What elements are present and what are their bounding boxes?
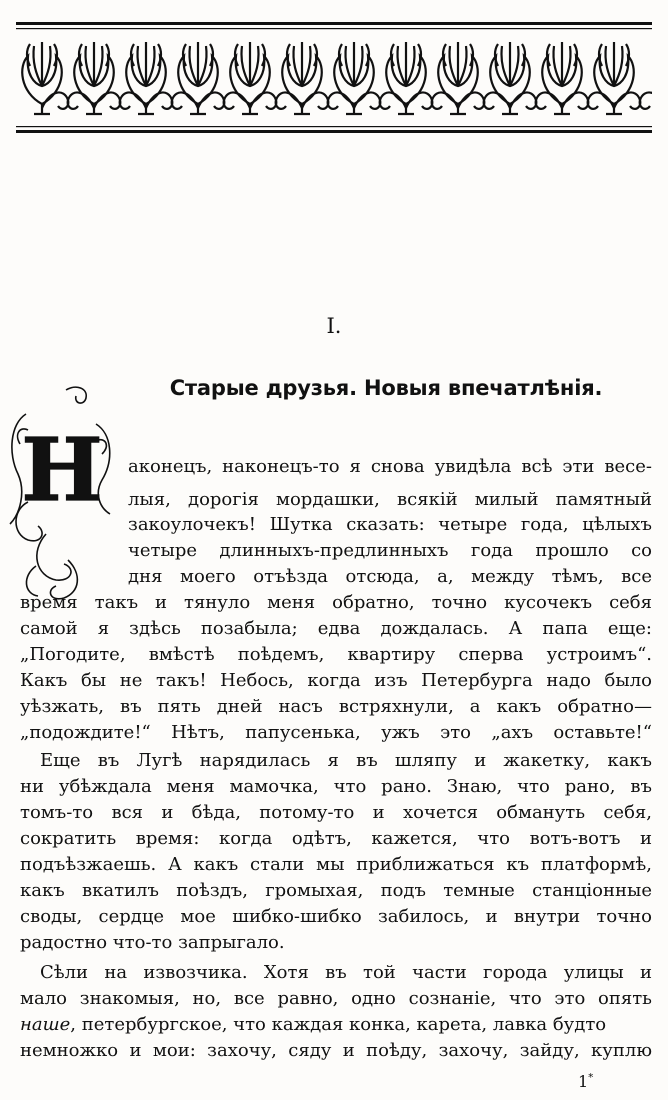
text-line <box>20 1016 652 1034</box>
chapter-title: Старые друзья. Новыя впечатлѣнія. <box>169 376 603 400</box>
decorated-initial <box>6 384 118 606</box>
text-line: томъ-то вся и бѣда, потому-то и хочется обмануть себя, <box>20 804 652 822</box>
text-line: дня моего отъѣзда отсюда, а, между тѣмъ, все <box>128 568 652 586</box>
text-line: какъ вкатилъ поѣздъ, громыхая, подъ темные станціонные <box>20 882 652 900</box>
initial-letter: Н <box>21 420 103 521</box>
text-line: Сѣли на извозчика. Хотя въ той части города улицы и <box>40 964 652 982</box>
text-line: своды, сердце мое шибко-шибко забилось, и внутри точно <box>20 908 652 926</box>
page-signature <box>578 1072 593 1091</box>
text-line: время такъ и тянуло меня обратно, точно кусочекъ себя <box>20 594 652 612</box>
text-line: Еще въ Лугѣ нарядилась я въ шляпу и жакетку, какъ <box>40 752 652 770</box>
text-line: подъѣзжаешь. А какъ стали мы приближаться къ платформѣ, <box>20 856 652 874</box>
page-signature-mark: * <box>588 1072 594 1084</box>
text-line: аконецъ, наконецъ-то я снова увидѣла всѣ эти весе- <box>128 458 652 476</box>
page-signature-number: 1 <box>578 1072 589 1091</box>
text-line: мало знакомыя, но, все равно, одно сознаніе, что это опять <box>20 990 652 1008</box>
chapter-number: I. <box>326 314 342 338</box>
text-line: закоулочекъ! Шутка сказать: четыре года, цѣлыхъ <box>128 516 652 534</box>
text-line: сократить время: когда одѣтъ, кажется, что вотъ-вотъ и <box>20 830 652 848</box>
text-line: ни убѣждала меня мамочка, что рано. Знаю, что рано, въ <box>20 778 652 796</box>
text-line: радостно что-то запрыгало. <box>20 934 285 952</box>
text-line: уѣзжать, въ пять дней насъ встряхнули, а какъ обратно— <box>20 698 652 716</box>
text-line: четыре длинныхъ-предлинныхъ года прошло со <box>128 542 652 560</box>
text-line: Какъ бы не такъ! Небось, когда изъ Петербурга надо было <box>20 672 652 690</box>
text-line: „подождите!“ Нѣтъ, папусенька, ужъ это „ахъ оставьте!“ <box>20 724 652 742</box>
text-line: „Погодите, вмѣстѣ поѣдемъ, квартиру сперва устроимъ“. <box>20 646 652 664</box>
header-ornament-band <box>16 22 652 134</box>
text-line: лыя, дорогія мордашки, всякій милый памятный <box>128 491 652 509</box>
text-line: самой я здѣсь позабыла; едва дождалась. А папа еще: <box>20 620 652 638</box>
text-segment: , петербургское, что каждая конка, карета, лавка будто <box>70 1016 607 1034</box>
emphasis-word: наше <box>20 1016 71 1034</box>
text-line: немножко и мои: захочу, сяду и поѣду, захочу, зайду, куплю <box>20 1042 652 1060</box>
